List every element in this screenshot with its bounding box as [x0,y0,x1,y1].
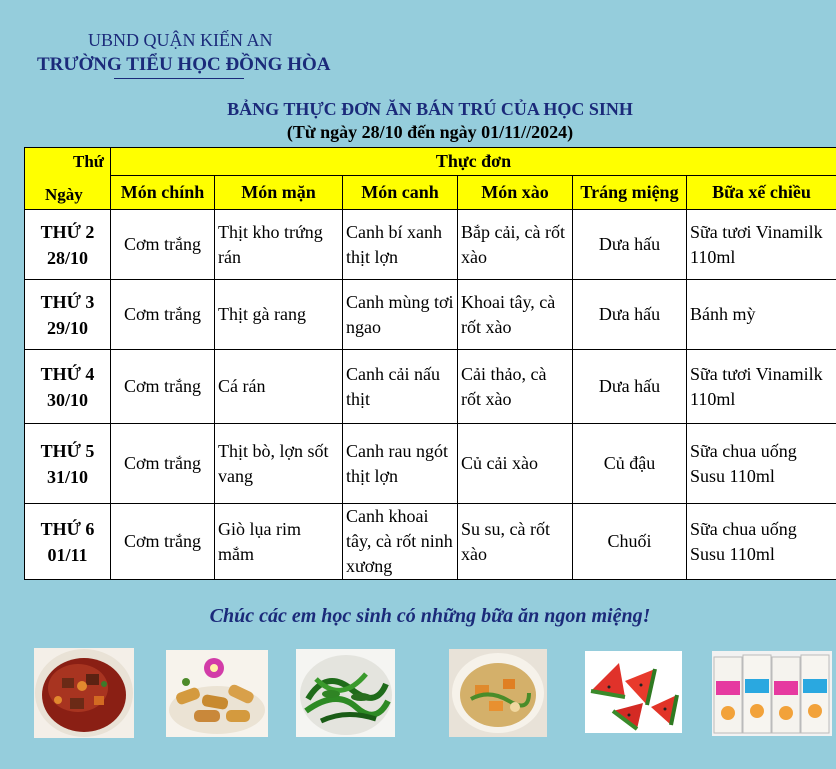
day-cell: THỨ 3 29/10 [25,280,111,350]
table-cell: Canh khoai tây, cà rốt ninh xương [343,504,458,580]
table-cell: Cải thảo, cà rốt xào [458,350,573,424]
header-corner-cell [25,148,111,210]
day-cell: THỨ 6 01/11 [25,504,111,580]
menu-title: BẢNG THỰC ĐƠN ĂN BÁN TRÚ CỦA HỌC SINH [227,99,633,119]
column-header: Món chính [111,176,215,210]
table-cell: Cơm trắng [111,210,215,280]
milk-boxes-photo [712,651,832,736]
school-name: TRƯỜNG TIỂU HỌC ĐỒNG HÒA [37,54,331,75]
table-cell: Sữa chua uống Susu 110ml [687,504,836,580]
vegetable-soup-photo [449,649,547,737]
table-cell: Chuối [573,504,687,580]
table-cell: Sữa tươi Vinamilk 110ml [687,350,836,424]
column-header: Món mặn [215,176,343,210]
closing-wish: Chúc các em học sinh có những bữa ăn ngon miệng! [209,605,651,627]
table-cell: Thịt bò, lợn sốt vang [215,424,343,504]
table-cell: Cơm trắng [111,504,215,580]
day-cell: THỨ 5 31/10 [25,424,111,504]
table-row [25,350,836,424]
menu-table [24,147,836,580]
table-cell: Khoai tây, cà rốt xào [458,280,573,350]
table-cell: Giò lụa rim mắm [215,504,343,580]
table-cell: Cơm trắng [111,280,215,350]
table-cell: Dưa hấu [573,280,687,350]
menu-subtitle: (Từ ngày 28/10 đến ngày 01/11//2024) [286,122,574,142]
watermelon-photo [585,651,682,733]
table-cell: Sữa tươi Vinamilk 110ml [687,210,836,280]
column-header: Món canh [343,176,458,210]
day-cell: THỨ 4 30/10 [25,350,111,424]
table-cell: Cơm trắng [111,350,215,424]
table-cell: Sữa chua uống Susu 110ml [687,424,836,504]
day-cell: THỨ 2 28/10 [25,210,111,280]
table-cell: Dưa hấu [573,210,687,280]
table-cell: Thịt gà rang [215,280,343,350]
table-cell: Su su, cà rốt xào [458,504,573,580]
table-cell: Canh cải nấu thịt [343,350,458,424]
table-row [25,424,836,504]
table-cell: Củ cải xào [458,424,573,504]
column-header: Món xào [458,176,573,210]
org-name: UBND QUẬN KIẾN AN [88,30,273,50]
table-cell: Bánh mỳ [687,280,836,350]
table-cell: Canh bí xanh thịt lợn [343,210,458,280]
fried-rolls-photo [166,650,268,737]
table-cell: Bắp cải, cà rốt xào [458,210,573,280]
corner-thu-label: Thứ [73,152,104,171]
school-underline [114,78,244,79]
table-cell: Cơm trắng [111,424,215,504]
beef-stew-photo [34,648,134,738]
table-cell: Dưa hấu [573,350,687,424]
column-header: Tráng miệng [573,176,687,210]
corner-ngay-label: Ngày [45,185,83,204]
group-header: Thực đơn [111,148,836,176]
table-cell: Canh mùng tơi ngao [343,280,458,350]
table-row [25,210,836,280]
table-cell: Cá rán [215,350,343,424]
table-row [25,504,836,580]
table-cell: Thịt kho trứng rán [215,210,343,280]
column-header: Bữa xế chiều [687,176,836,210]
table-row [25,280,836,350]
stir-fried-greens-photo [296,649,395,737]
table-cell: Canh rau ngót thịt lợn [343,424,458,504]
table-cell: Củ đậu [573,424,687,504]
